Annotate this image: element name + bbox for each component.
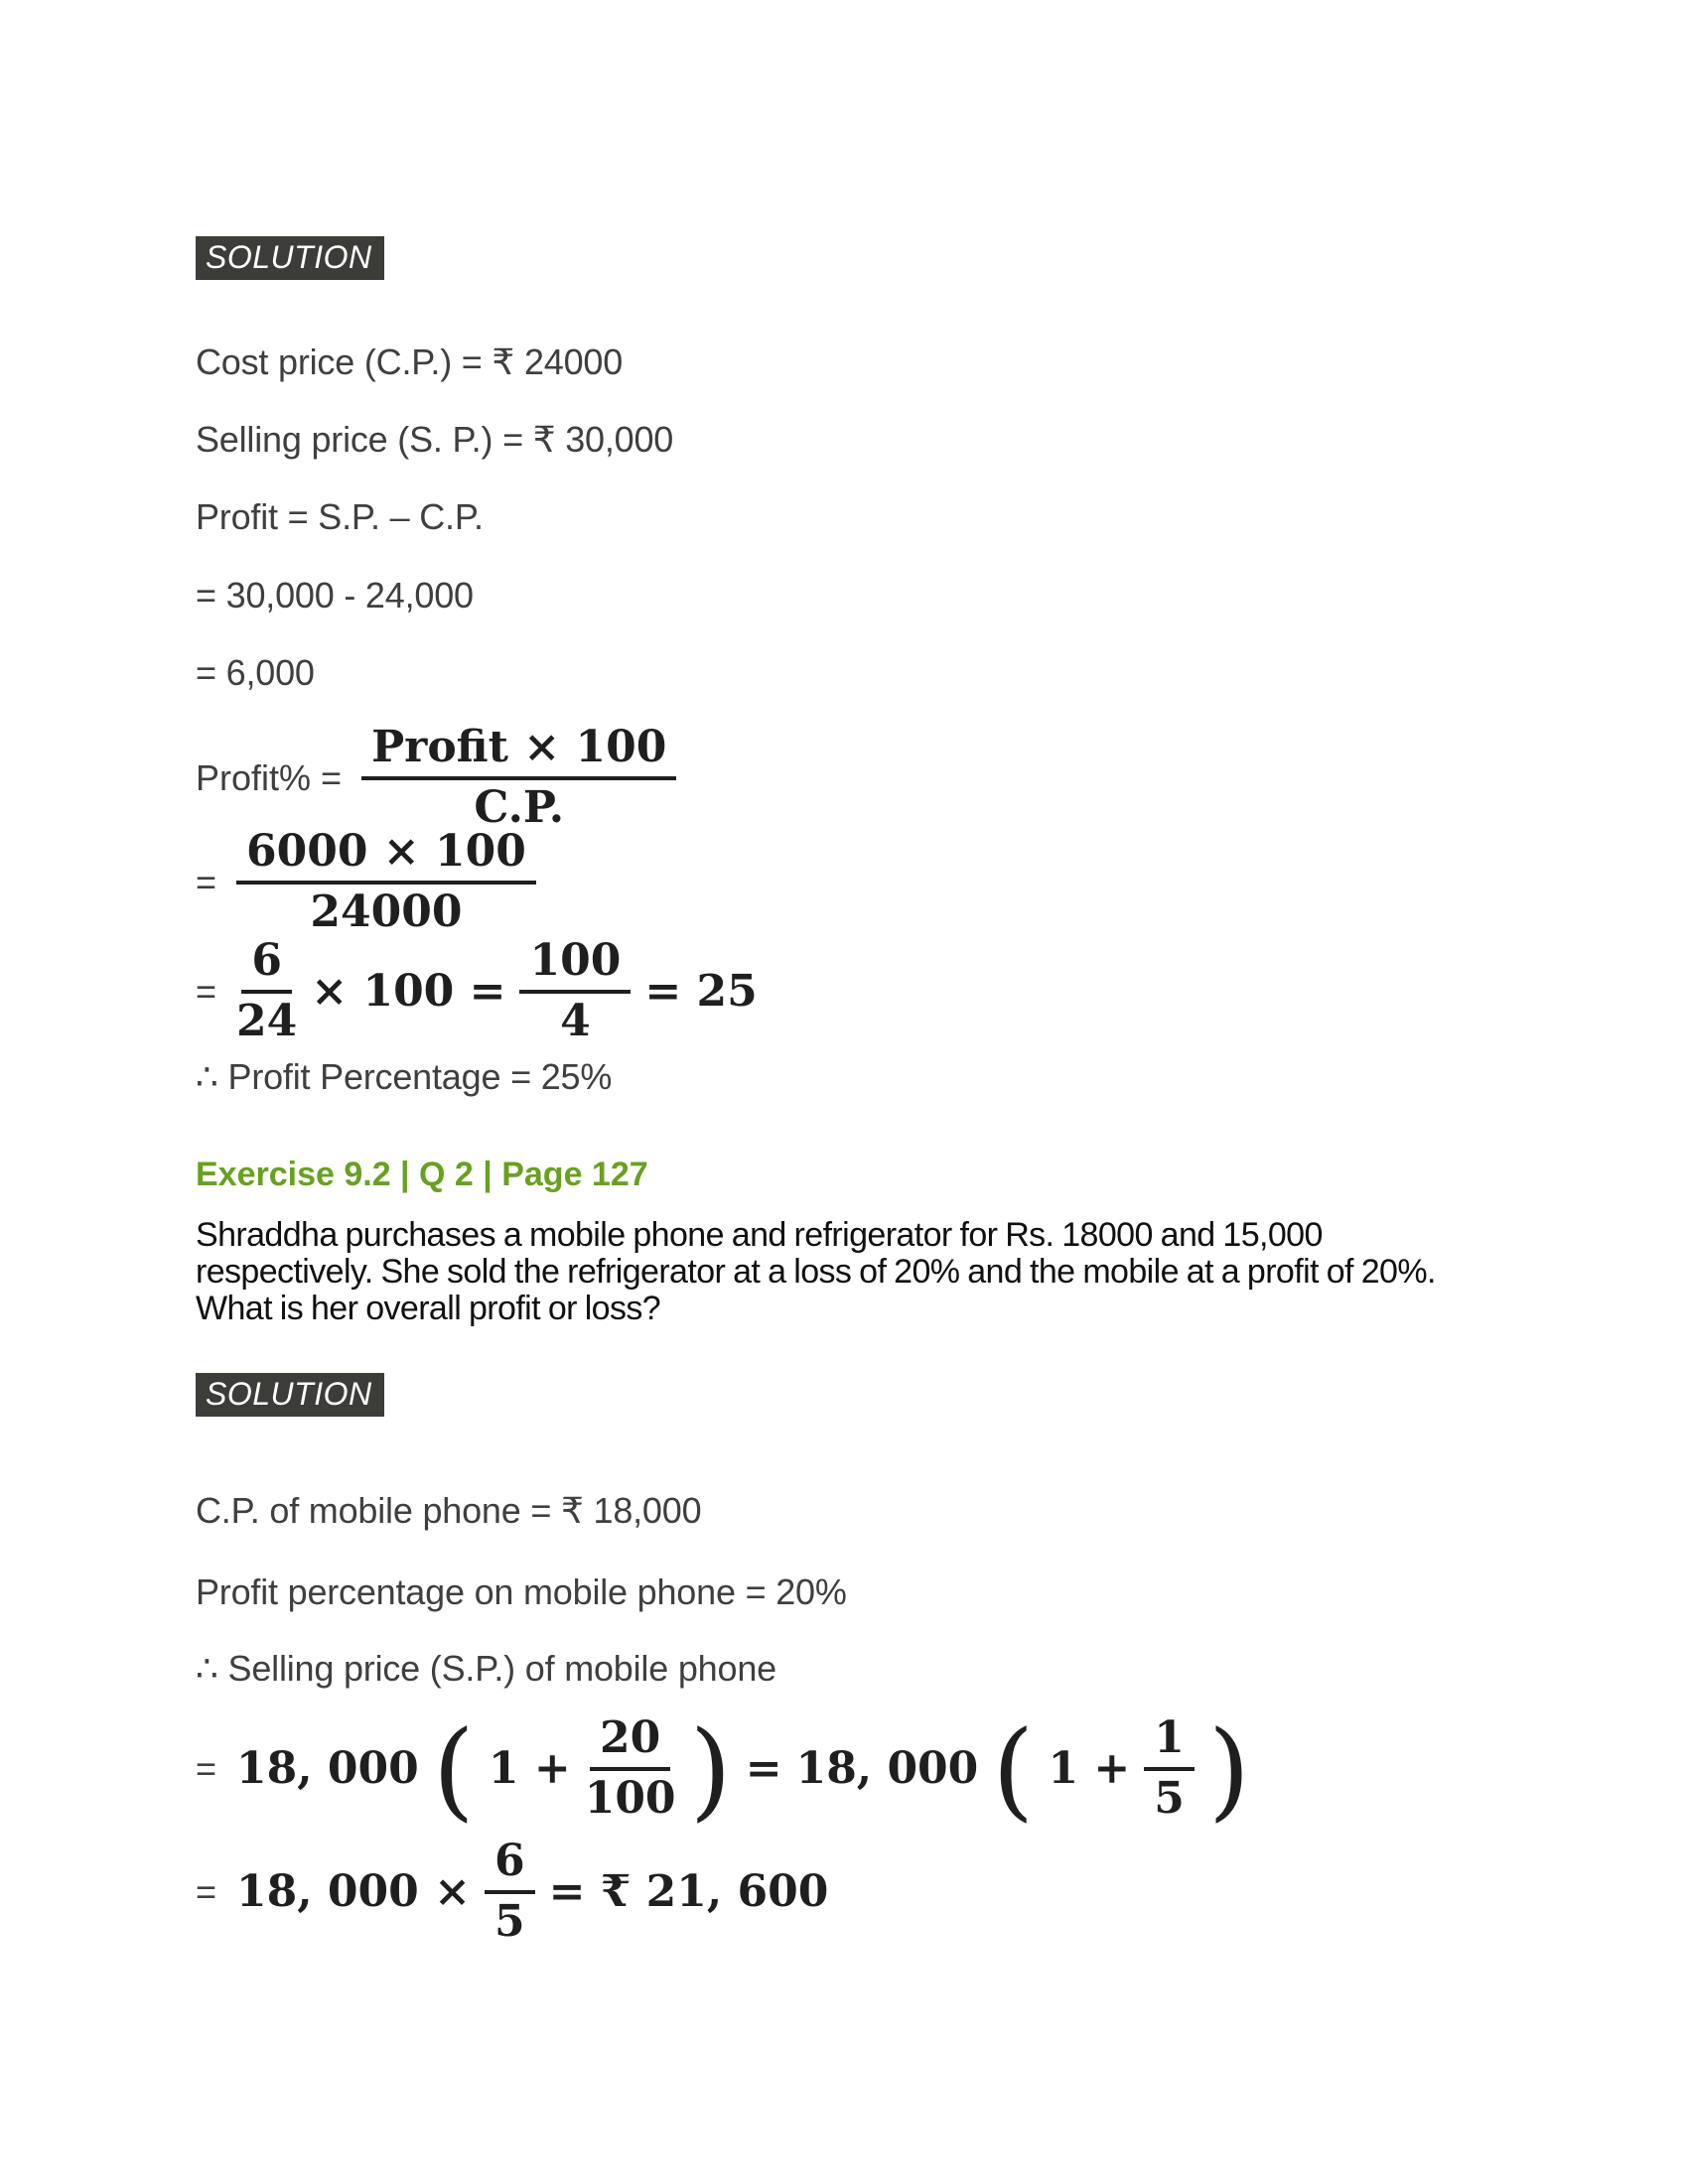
coefficient: 18, 000: [795, 1743, 979, 1795]
inner-term: 1 +: [488, 1743, 571, 1795]
fraction-denominator: 5: [493, 1895, 525, 1947]
formula-lhs: =: [196, 970, 217, 1012]
fraction: [1144, 1713, 1195, 1824]
fraction-numerator: 6000 × 100: [236, 827, 536, 885]
formula-lhs: =: [196, 1747, 217, 1789]
question-line-2: respectively. She sold the refrigerator at a loss of 20% and the mobile at a profit of 20%.: [196, 1253, 1436, 1291]
line-profit-substitution: = 30,000 - 24,000: [196, 575, 474, 615]
fraction: [585, 1713, 676, 1824]
question-text: [196, 1217, 1436, 1327]
fraction-numerator: 100: [519, 936, 631, 994]
line-profit-formula: Profit = S.P. – C.P.: [196, 496, 484, 537]
exercise-heading: Exercise 9.2 | Q 2 | Page 127: [196, 1156, 648, 1193]
formula-result: = 25: [644, 966, 758, 1018]
line-selling-price-mobile: ∴ Selling price (S.P.) of mobile phone: [196, 1648, 776, 1689]
line-profit-value: = 6,000: [196, 652, 315, 693]
solution-badge-1: [196, 236, 384, 280]
fraction: [236, 827, 536, 937]
fraction-denominator: 4: [560, 995, 591, 1046]
solution-badge-label: SOLUTION: [196, 236, 384, 280]
solution-badge-label: SOLUTION: [196, 1373, 384, 1417]
question-line-1: Shraddha purchases a mobile phone and refrigerator for Rs. 18000 and 15,000: [196, 1216, 1323, 1254]
fraction-denominator: 100: [584, 1772, 676, 1824]
fraction-denominator: C.P.: [474, 781, 565, 833]
fraction-denominator: 24: [236, 995, 298, 1046]
fraction: [485, 1837, 535, 1947]
fraction-numerator: 6: [485, 1837, 535, 1894]
formula-lhs: =: [196, 1870, 217, 1912]
coefficient: 18, 000: [236, 1743, 419, 1795]
formula-substituted: [196, 827, 536, 937]
fraction-denominator: 5: [1154, 1772, 1185, 1824]
inner-term: 1 +: [1048, 1743, 1131, 1795]
fraction: [519, 936, 631, 1046]
formula-lhs: Profit% =: [196, 756, 343, 798]
fraction-numerator: 1: [1144, 1713, 1195, 1771]
formula-middle: × 100 =: [311, 966, 506, 1018]
fraction-numerator: 6: [241, 936, 292, 994]
line-profit-percentage-mobile: Profit percentage on mobile phone = 20%: [196, 1571, 847, 1612]
fraction: [236, 936, 297, 1046]
line-selling-price: Selling price (S. P.) = ₹ 30,000: [196, 419, 674, 460]
formula-lhs: =: [196, 861, 217, 902]
expression: 18, 000 ×: [236, 1866, 471, 1918]
solution-badge-2: [196, 1373, 384, 1417]
formula-profit-percent: [196, 723, 676, 833]
formula-sp-expansion: = 18, 000 ( 1 + $\frac{20}{100}$ ) = 18, 000 ( 1 + $\frac{1}{5}$ ): [196, 1707, 1251, 1833]
question-line-3: What is her overall profit or loss?: [196, 1290, 661, 1327]
formula-simplified: [196, 936, 758, 1046]
fraction: [361, 723, 676, 833]
fraction-numerator: Profit × 100: [361, 723, 676, 780]
formula-result: = ₹ 21, 600: [548, 1866, 829, 1918]
formula-sp-result: [196, 1837, 828, 1947]
equals-sign: =: [745, 1743, 782, 1795]
line-cost-price: Cost price (C.P.) = ₹ 24000: [196, 341, 624, 382]
line-conclusion-profit-percentage: ∴ Profit Percentage = 25%: [196, 1056, 613, 1097]
fraction-denominator: 24000: [310, 886, 463, 937]
fraction-numerator: 20: [590, 1713, 670, 1771]
line-cp-mobile: C.P. of mobile phone = ₹ 18,000: [196, 1490, 702, 1531]
